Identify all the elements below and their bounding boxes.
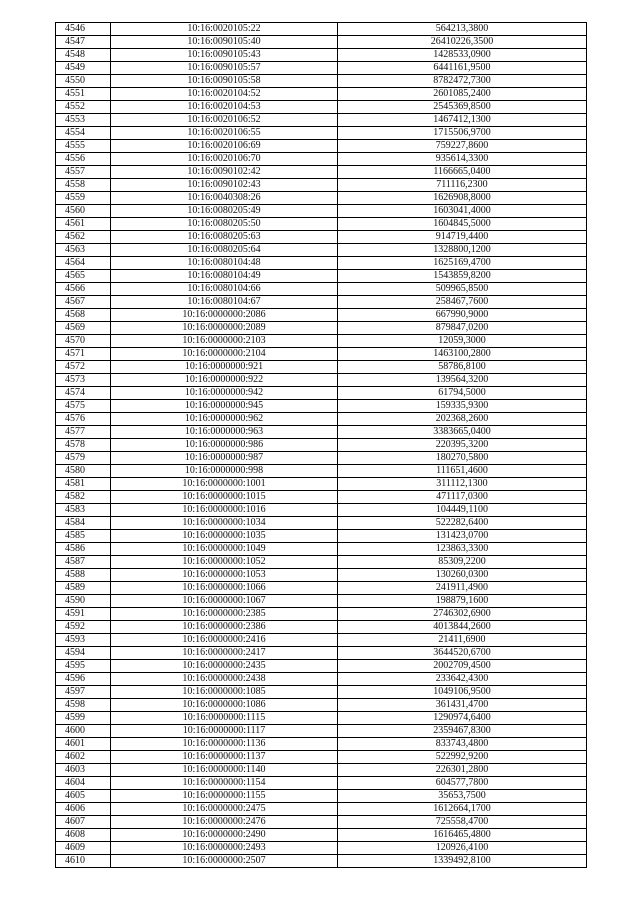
cadastral-number-cell: 10:16:0000000:1117: [111, 725, 338, 738]
row-number-cell: 4582: [56, 491, 111, 504]
cadastral-number-cell: 10:16:0000000:2476: [111, 816, 338, 829]
row-number-cell: 4603: [56, 764, 111, 777]
row-number-cell: 4546: [56, 23, 111, 36]
row-number-cell: 4608: [56, 829, 111, 842]
row-number-cell: 4550: [56, 75, 111, 88]
row-number-cell: 4595: [56, 660, 111, 673]
value-cell: 935614,3300: [338, 153, 587, 166]
value-cell: 6441161,9500: [338, 62, 587, 75]
cadastral-number-cell: 10:16:0000000:2435: [111, 660, 338, 673]
row-number-cell: 4551: [56, 88, 111, 101]
cadastral-number-cell: 10:16:0000000:1034: [111, 517, 338, 530]
cadastral-number-cell: 10:16:0020105:22: [111, 23, 338, 36]
cadastral-number-cell: 10:16:0000000:962: [111, 413, 338, 426]
row-number-cell: 4589: [56, 582, 111, 595]
cadastral-number-cell: 10:16:0000000:1154: [111, 777, 338, 790]
value-cell: 2002709,4500: [338, 660, 587, 673]
value-cell: 1328800,1200: [338, 244, 587, 257]
cadastral-number-cell: 10:16:0000000:2104: [111, 348, 338, 361]
value-cell: 1612664,1700: [338, 803, 587, 816]
value-cell: 1467412,1300: [338, 114, 587, 127]
value-cell: 3644520,6700: [338, 647, 587, 660]
row-number-cell: 4560: [56, 205, 111, 218]
cadastral-number-cell: 10:16:0020106:70: [111, 153, 338, 166]
table-row: [56, 699, 587, 712]
table-row: [56, 23, 587, 36]
value-cell: 3383665,0400: [338, 426, 587, 439]
cadastral-number-cell: 10:16:0090105:57: [111, 62, 338, 75]
value-cell: 220395,3200: [338, 439, 587, 452]
row-number-cell: 4576: [56, 413, 111, 426]
cadastral-number-cell: 10:16:0000000:2385: [111, 608, 338, 621]
table-row: [56, 855, 587, 868]
row-number-cell: 4578: [56, 439, 111, 452]
cadastral-number-cell: 10:16:0020106:55: [111, 127, 338, 140]
row-number-cell: 4555: [56, 140, 111, 153]
cadastral-number-cell: 10:16:0000000:921: [111, 361, 338, 374]
table-row: [56, 777, 587, 790]
row-number-cell: 4570: [56, 335, 111, 348]
cadastral-number-cell: 10:16:0090102:43: [111, 179, 338, 192]
table-row: [56, 257, 587, 270]
cadastral-number-cell: 10:16:0000000:1155: [111, 790, 338, 803]
value-cell: 564213,3800: [338, 23, 587, 36]
table-row: [56, 452, 587, 465]
cadastral-number-cell: 10:16:0000000:1015: [111, 491, 338, 504]
table-row: [56, 127, 587, 140]
row-number-cell: 4587: [56, 556, 111, 569]
value-cell: 1166665,0400: [338, 166, 587, 179]
table-row: [56, 361, 587, 374]
row-number-cell: 4567: [56, 296, 111, 309]
value-cell: 2359467,8300: [338, 725, 587, 738]
row-number-cell: 4596: [56, 673, 111, 686]
table-row: [56, 582, 587, 595]
cadastral-number-cell: 10:16:0000000:945: [111, 400, 338, 413]
value-cell: 159335,9300: [338, 400, 587, 413]
table-row: [56, 660, 587, 673]
table-row: [56, 179, 587, 192]
value-cell: 61794,5000: [338, 387, 587, 400]
row-number-cell: 4604: [56, 777, 111, 790]
table-row: [56, 569, 587, 582]
row-number-cell: 4586: [56, 543, 111, 556]
value-cell: 2601085,2400: [338, 88, 587, 101]
value-cell: 1604845,5000: [338, 218, 587, 231]
table-row: [56, 842, 587, 855]
value-cell: 123863,3300: [338, 543, 587, 556]
row-number-cell: 4556: [56, 153, 111, 166]
value-cell: 35653,7500: [338, 790, 587, 803]
row-number-cell: 4599: [56, 712, 111, 725]
table-row: [56, 218, 587, 231]
table-row: [56, 439, 587, 452]
cadastral-number-cell: 10:16:0000000:1001: [111, 478, 338, 491]
cadastral-number-cell: 10:16:0090105:40: [111, 36, 338, 49]
cadastral-number-cell: 10:16:0000000:1137: [111, 751, 338, 764]
row-number-cell: 4600: [56, 725, 111, 738]
cadastral-number-cell: 10:16:0000000:963: [111, 426, 338, 439]
table-row: [56, 621, 587, 634]
table-row: [56, 62, 587, 75]
value-cell: 1049106,9500: [338, 686, 587, 699]
value-cell: 4013844,2600: [338, 621, 587, 634]
table-row: [56, 543, 587, 556]
value-cell: 26410226,3500: [338, 36, 587, 49]
cadastral-number-cell: 10:16:0080205:63: [111, 231, 338, 244]
value-cell: 1715506,9700: [338, 127, 587, 140]
cadastral-number-cell: 10:16:0080104:67: [111, 296, 338, 309]
value-cell: 120926,4100: [338, 842, 587, 855]
table-row: [56, 816, 587, 829]
cadastral-number-cell: 10:16:0000000:1085: [111, 686, 338, 699]
table-row: [56, 413, 587, 426]
table-row: [56, 556, 587, 569]
data-table: [55, 22, 587, 868]
table-row: [56, 192, 587, 205]
row-number-cell: 4581: [56, 478, 111, 491]
value-cell: 2545369,8500: [338, 101, 587, 114]
cadastral-number-cell: 10:16:0000000:2490: [111, 829, 338, 842]
cadastral-number-cell: 10:16:0000000:2086: [111, 309, 338, 322]
row-number-cell: 4594: [56, 647, 111, 660]
cadastral-number-cell: 10:16:0000000:2475: [111, 803, 338, 816]
table-row: [56, 803, 587, 816]
value-cell: 725558,4700: [338, 816, 587, 829]
row-number-cell: 4563: [56, 244, 111, 257]
table-row: [56, 205, 587, 218]
cadastral-number-cell: 10:16:0000000:1035: [111, 530, 338, 543]
row-number-cell: 4566: [56, 283, 111, 296]
value-cell: 233642,4300: [338, 673, 587, 686]
row-number-cell: 4571: [56, 348, 111, 361]
value-cell: 361431,4700: [338, 699, 587, 712]
table-row: [56, 88, 587, 101]
table-row: [56, 244, 587, 257]
table-row: [56, 764, 587, 777]
row-number-cell: 4557: [56, 166, 111, 179]
table-row: [56, 309, 587, 322]
value-cell: 202368,2600: [338, 413, 587, 426]
row-number-cell: 4575: [56, 400, 111, 413]
cadastral-number-cell: 10:16:0000000:987: [111, 452, 338, 465]
table-row: [56, 335, 587, 348]
cadastral-number-cell: 10:16:0080104:66: [111, 283, 338, 296]
cadastral-number-cell: 10:16:0080104:49: [111, 270, 338, 283]
row-number-cell: 4548: [56, 49, 111, 62]
table-row: [56, 283, 587, 296]
cadastral-number-cell: 10:16:0020106:69: [111, 140, 338, 153]
cadastral-number-cell: 10:16:0000000:2103: [111, 335, 338, 348]
table-row: [56, 75, 587, 88]
value-cell: 522992,9200: [338, 751, 587, 764]
value-cell: 130260,0300: [338, 569, 587, 582]
row-number-cell: 4579: [56, 452, 111, 465]
cadastral-number-cell: 10:16:0080205:50: [111, 218, 338, 231]
row-number-cell: 4561: [56, 218, 111, 231]
value-cell: 1290974,6400: [338, 712, 587, 725]
row-number-cell: 4577: [56, 426, 111, 439]
cadastral-number-cell: 10:16:0090105:43: [111, 49, 338, 62]
cadastral-number-cell: 10:16:0000000:1066: [111, 582, 338, 595]
table-row: [56, 595, 587, 608]
value-cell: 85309,2200: [338, 556, 587, 569]
row-number-cell: 4583: [56, 504, 111, 517]
row-number-cell: 4568: [56, 309, 111, 322]
cadastral-number-cell: 10:16:0000000:1086: [111, 699, 338, 712]
value-cell: 471117,0300: [338, 491, 587, 504]
table-row: [56, 673, 587, 686]
value-cell: 1463100,2800: [338, 348, 587, 361]
table-row: [56, 829, 587, 842]
row-number-cell: 4609: [56, 842, 111, 855]
value-cell: 58786,8100: [338, 361, 587, 374]
row-number-cell: 4554: [56, 127, 111, 140]
value-cell: 1428533,0900: [338, 49, 587, 62]
cadastral-number-cell: 10:16:0000000:998: [111, 465, 338, 478]
cadastral-number-cell: 10:16:0020104:52: [111, 88, 338, 101]
table-row: [56, 530, 587, 543]
table-row: [56, 166, 587, 179]
table-row: [56, 140, 587, 153]
value-cell: 1339492,8100: [338, 855, 587, 868]
row-number-cell: 4549: [56, 62, 111, 75]
row-number-cell: 4565: [56, 270, 111, 283]
cadastral-number-cell: 10:16:0000000:1140: [111, 764, 338, 777]
table-row: [56, 738, 587, 751]
table-row: [56, 491, 587, 504]
cadastral-number-cell: 10:16:0000000:2493: [111, 842, 338, 855]
value-cell: 509965,8500: [338, 283, 587, 296]
cadastral-number-cell: 10:16:0000000:1067: [111, 595, 338, 608]
cadastral-number-cell: 10:16:0040308:26: [111, 192, 338, 205]
row-number-cell: 4593: [56, 634, 111, 647]
table-row: [56, 387, 587, 400]
cadastral-number-cell: 10:16:0090102:42: [111, 166, 338, 179]
cadastral-number-cell: 10:16:0090105:58: [111, 75, 338, 88]
value-cell: 258467,7600: [338, 296, 587, 309]
value-cell: 12059,3000: [338, 335, 587, 348]
table-row: [56, 465, 587, 478]
table-row: [56, 751, 587, 764]
table-row: [56, 712, 587, 725]
value-cell: 180270,5800: [338, 452, 587, 465]
value-cell: 1625169,4700: [338, 257, 587, 270]
value-cell: 522282,6400: [338, 517, 587, 530]
table-row: [56, 49, 587, 62]
value-cell: 833743,4800: [338, 738, 587, 751]
cadastral-number-cell: 10:16:0000000:2417: [111, 647, 338, 660]
value-cell: 711116,2300: [338, 179, 587, 192]
cadastral-number-cell: 10:16:0000000:2416: [111, 634, 338, 647]
row-number-cell: 4610: [56, 855, 111, 868]
row-number-cell: 4584: [56, 517, 111, 530]
value-cell: 879847,0200: [338, 322, 587, 335]
row-number-cell: 4602: [56, 751, 111, 764]
value-cell: 914719,4400: [338, 231, 587, 244]
row-number-cell: 4598: [56, 699, 111, 712]
table-row: [56, 270, 587, 283]
table-row: [56, 400, 587, 413]
table-row: [56, 101, 587, 114]
row-number-cell: 4597: [56, 686, 111, 699]
table-row: [56, 114, 587, 127]
table-row: [56, 608, 587, 621]
cadastral-number-cell: 10:16:0020106:52: [111, 114, 338, 127]
row-number-cell: 4588: [56, 569, 111, 582]
value-cell: 226301,2800: [338, 764, 587, 777]
cadastral-number-cell: 10:16:0000000:922: [111, 374, 338, 387]
row-number-cell: 4601: [56, 738, 111, 751]
table-row: [56, 686, 587, 699]
cadastral-number-cell: 10:16:0020104:53: [111, 101, 338, 114]
value-cell: 241911,4900: [338, 582, 587, 595]
value-cell: 311112,1300: [338, 478, 587, 491]
value-cell: 667990,9000: [338, 309, 587, 322]
table-row: [56, 374, 587, 387]
value-cell: 198879,1600: [338, 595, 587, 608]
cadastral-number-cell: 10:16:0000000:986: [111, 439, 338, 452]
row-number-cell: 4590: [56, 595, 111, 608]
row-number-cell: 4553: [56, 114, 111, 127]
table-row: [56, 36, 587, 49]
row-number-cell: 4572: [56, 361, 111, 374]
cadastral-number-cell: 10:16:0000000:1049: [111, 543, 338, 556]
value-cell: 1626908,8000: [338, 192, 587, 205]
table-row: [56, 478, 587, 491]
table-row: [56, 426, 587, 439]
value-cell: 1543859,8200: [338, 270, 587, 283]
cadastral-number-cell: 10:16:0000000:2507: [111, 855, 338, 868]
row-number-cell: 4592: [56, 621, 111, 634]
table-row: [56, 634, 587, 647]
row-number-cell: 4573: [56, 374, 111, 387]
cadastral-number-cell: 10:16:0000000:1053: [111, 569, 338, 582]
table-row: [56, 517, 587, 530]
table-row: [56, 322, 587, 335]
table-body: [56, 23, 587, 868]
row-number-cell: 4585: [56, 530, 111, 543]
cadastral-number-cell: 10:16:0000000:942: [111, 387, 338, 400]
row-number-cell: 4591: [56, 608, 111, 621]
row-number-cell: 4607: [56, 816, 111, 829]
value-cell: 111651,4600: [338, 465, 587, 478]
row-number-cell: 4580: [56, 465, 111, 478]
row-number-cell: 4605: [56, 790, 111, 803]
row-number-cell: 4547: [56, 36, 111, 49]
table-row: [56, 348, 587, 361]
row-number-cell: 4564: [56, 257, 111, 270]
value-cell: 139564,3200: [338, 374, 587, 387]
value-cell: 21411,6900: [338, 634, 587, 647]
cadastral-number-cell: 10:16:0000000:2089: [111, 322, 338, 335]
table-row: [56, 790, 587, 803]
cadastral-number-cell: 10:16:0000000:1052: [111, 556, 338, 569]
row-number-cell: 4606: [56, 803, 111, 816]
table-row: [56, 647, 587, 660]
cadastral-number-cell: 10:16:0080205:49: [111, 205, 338, 218]
table-row: [56, 725, 587, 738]
cadastral-number-cell: 10:16:0080104:48: [111, 257, 338, 270]
table-row: [56, 231, 587, 244]
row-number-cell: 4574: [56, 387, 111, 400]
cadastral-number-cell: 10:16:0000000:2386: [111, 621, 338, 634]
row-number-cell: 4569: [56, 322, 111, 335]
value-cell: 759227,8600: [338, 140, 587, 153]
cadastral-number-cell: 10:16:0080205:64: [111, 244, 338, 257]
row-number-cell: 4552: [56, 101, 111, 114]
table-row: [56, 153, 587, 166]
value-cell: 8782472,7300: [338, 75, 587, 88]
cadastral-number-cell: 10:16:0000000:2438: [111, 673, 338, 686]
value-cell: 131423,0700: [338, 530, 587, 543]
row-number-cell: 4562: [56, 231, 111, 244]
value-cell: 2746302,6900: [338, 608, 587, 621]
value-cell: 604577,7800: [338, 777, 587, 790]
value-cell: 1603041,4000: [338, 205, 587, 218]
cadastral-number-cell: 10:16:0000000:1136: [111, 738, 338, 751]
cadastral-number-cell: 10:16:0000000:1016: [111, 504, 338, 517]
cadastral-number-cell: 10:16:0000000:1115: [111, 712, 338, 725]
value-cell: 1616465,4800: [338, 829, 587, 842]
row-number-cell: 4559: [56, 192, 111, 205]
row-number-cell: 4558: [56, 179, 111, 192]
value-cell: 104449,1100: [338, 504, 587, 517]
table-row: [56, 504, 587, 517]
table-row: [56, 296, 587, 309]
